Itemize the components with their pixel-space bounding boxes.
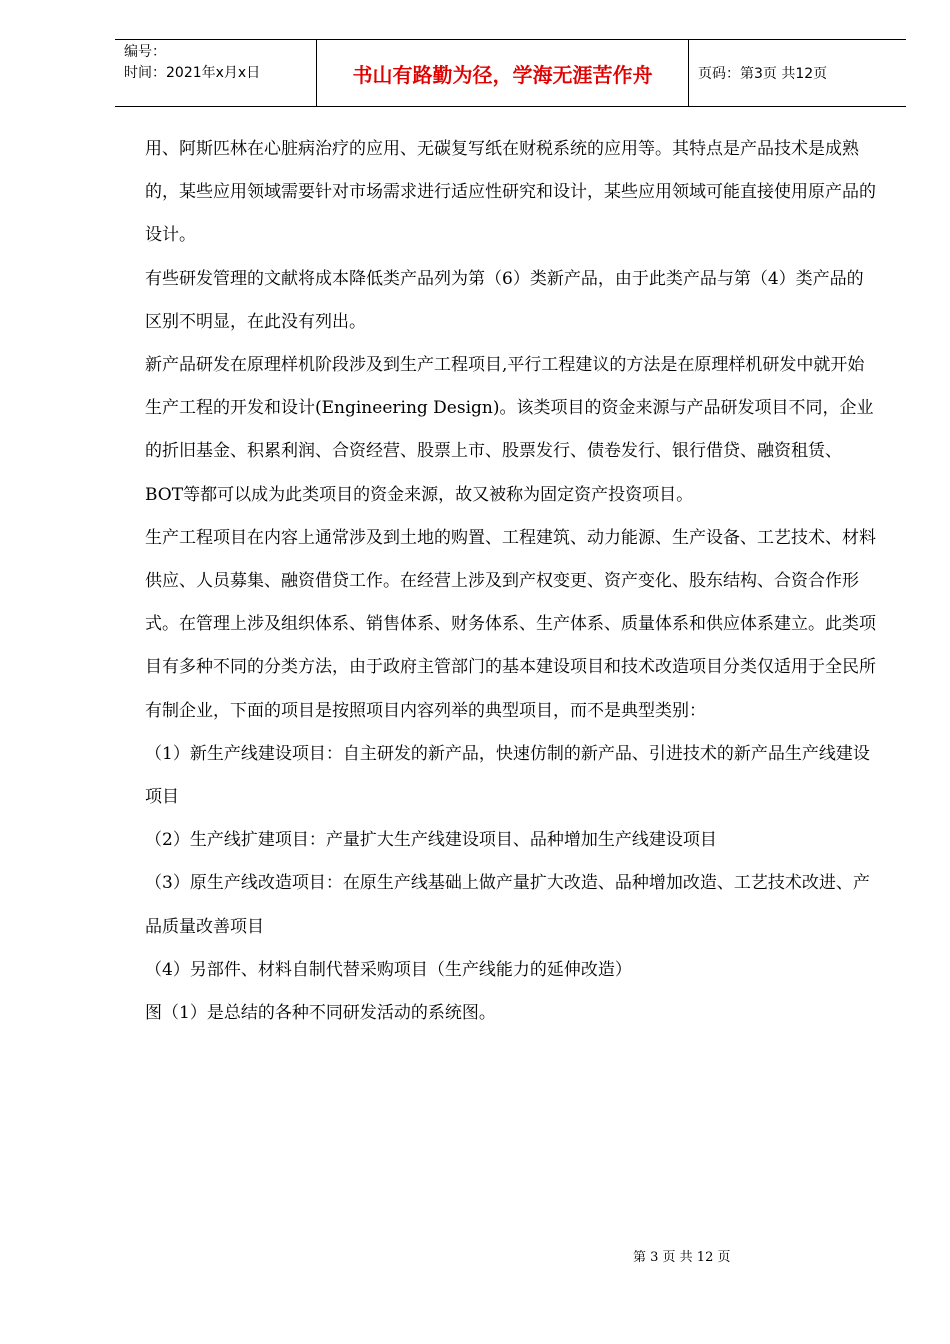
- page-footer: 第 3 页 共 12 页: [633, 1250, 731, 1265]
- list-item: （2）生产线扩建项目：产量扩大生产线建设项目、品种增加生产线建设项目: [145, 830, 717, 851]
- list-item: （1）新生产线建设项目：自主研发的新产品，快速仿制的新产品、引进技术的新产品生产线建设项目: [145, 743, 870, 808]
- paragraph: 新产品研发在原理样机阶段涉及到生产工程项目,平行工程建议的方法是在原理样机研发中就开始生产工程的开发和设计(Engineering Design)。该类项目的资金来源与产品研发项目不同，企业的折旧基金、积累利润、合资经营、股票上市、股票发行、债卷发行、银行借贷、融资租赁、BOT等都可以成为此类项目的资金来源，故又被称为固定资产投资项目。: [145, 355, 874, 505]
- paragraph: 有些研发管理的文献将成本降低类产品列为第（6）类新产品，由于此类产品与第（4）类产品的区别不明显，在此没有列出。: [145, 268, 864, 332]
- header-motto: 书山有路勤为径，学海无涯苦作舟: [316, 40, 689, 106]
- page-header: [115, 39, 906, 107]
- header-page-info: 页码：第3页 共12页: [698, 66, 828, 82]
- time-label: 时间：2021年x月x日: [124, 65, 261, 81]
- paragraph: 生产工程项目在内容上通常涉及到土地的购置、工程建筑、动力能源、生产设备、工艺技术、材料供应、人员募集、融资借贷工作。在经营上涉及到产权变更、资产变化、股东结构、合资合作形式。在管理上涉及组织体系、销售体系、财务体系、生产体系、质量体系和供应体系建立。此类项目有多种不同的分类方法，由于政府主管部门的基本建设项目和技术改造项目分类仅适用于全民所有制企业，下面的项目是按照项目内容列举的典型项目，而不是典型类别：: [145, 527, 876, 721]
- header-meta: [115, 40, 316, 106]
- paragraph: 用、阿斯匹林在心脏病治疗的应用、无碳复写纸在财税系统的应用等。其特点是产品技术是成熟的，某些应用领域需要针对市场需求进行适应性研究和设计，某些应用领域可能直接使用原产品的设计。: [145, 139, 876, 246]
- list-item: （3）原生产线改造项目：在原生产线基础上做产量扩大改造、品种增加改造、工艺技术改进、产品质量改善项目: [145, 873, 870, 937]
- number-label: 编号：: [124, 44, 166, 60]
- list-item: （4）另部件、材料自制代替采购项目（生产线能力的延伸改造）: [145, 959, 632, 980]
- paragraph: 图（1）是总结的各种不同研发活动的系统图。: [145, 1003, 496, 1024]
- document-body: [145, 128, 880, 1035]
